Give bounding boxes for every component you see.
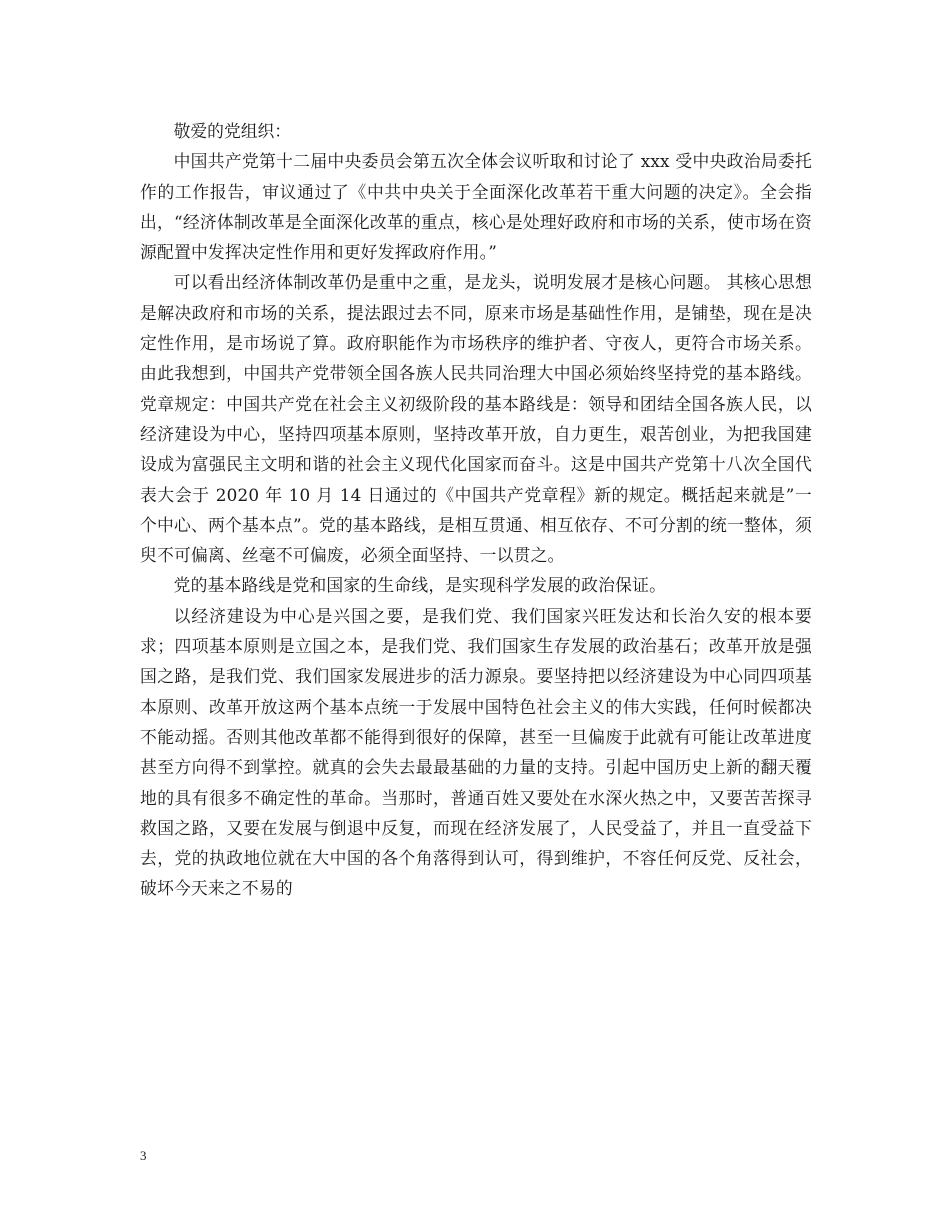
paragraph-4: 以经济建设为中心是兴国之要，是我们党、我们国家兴旺发达和长治久安的根本要求；四项基本原则是立国之本，是我们党、我们国家生存发展的政治基石；改革开放是强国之路，是我们党、我们国家发展进步的活力源泉。要坚持把以经济建设为中心同四项基本原则、改革开放这两个基本点统一于发展中国特色社会主义的伟大实践，任何时候都决不能动摇。否则其他改革都不能得到很好的保障，甚至一旦偏废于此就有可能让改革进度甚至方向得不到掌控。就真的会失去最最基础的力量的支持。引起中国历史上新的翻天覆地的具有很多不确定性的革命。当那时，普通百姓又要处在水深火热之中，又要苦苦探寻救国之路，又要在发展与倒退中反复，而现在经济发展了，人民受益了，并且一直受益下去，党的执政地位就在大中国的各个角落得到认可，得到维护，不容任何反党、反社会，破坏今天来之不易的 <box>140 605 812 899</box>
paragraph-2: 可以看出经济体制改革仍是重中之重，是龙头，说明发展才是核心问题。 其核心思想是解决政府和市场的关系，提法跟过去不同，原来市场是基础性作用，是铺垫，现在是决定性作用，是市场说了算。政府职能作为市场秩序的维护者、守夜人，更符合市场关系。由此我想到，中国共产党带领全国各族人民共同治理大中国必须始终坚持党的基本路线。党章规定：中国共产党在社会主义初级阶段的基本路线是：领导和团结全国各族人民，以经济建设为中心，坚持四项基本原则，坚持改革开放，自力更生，艰苦创业，为把我国建设成为富强民主文明和谐的社会主义现代化国家而奋斗。这是中国共产党第十八次全国代表大会于 2020 年 10 月 14 日通过的《中国共产党章程》新的规定。概括起来就是”一个中心、两个基本点”。党的基本路线，是相互贯通、相互依存、不可分割的统一整体，须臾不可偏离、丝毫不可偏废，必须全面坚持、一以贯之。 <box>140 272 812 566</box>
salutation: 敬爱的党组织： <box>173 121 292 141</box>
page-number: 3 <box>140 1148 147 1163</box>
paragraph-3: 党的基本路线是党和国家的生命线，是实现科学发展的政治保证。 <box>173 575 667 596</box>
document-body <box>140 116 812 904</box>
paragraph-1: 中国共产党第十二届中央委员会第五次全体会议听取和讨论了 xxx 受中央政治局委托作的工作报告，审议通过了《中共中央关于全面深化改革若干重大问题的决定》。全会指出，“经济体制改革是全面深化改革的重点，核心是处理好政府和市场的关系，使市场在资源配置中发挥决定性作用和更好发挥政府作用。” <box>140 151 812 263</box>
